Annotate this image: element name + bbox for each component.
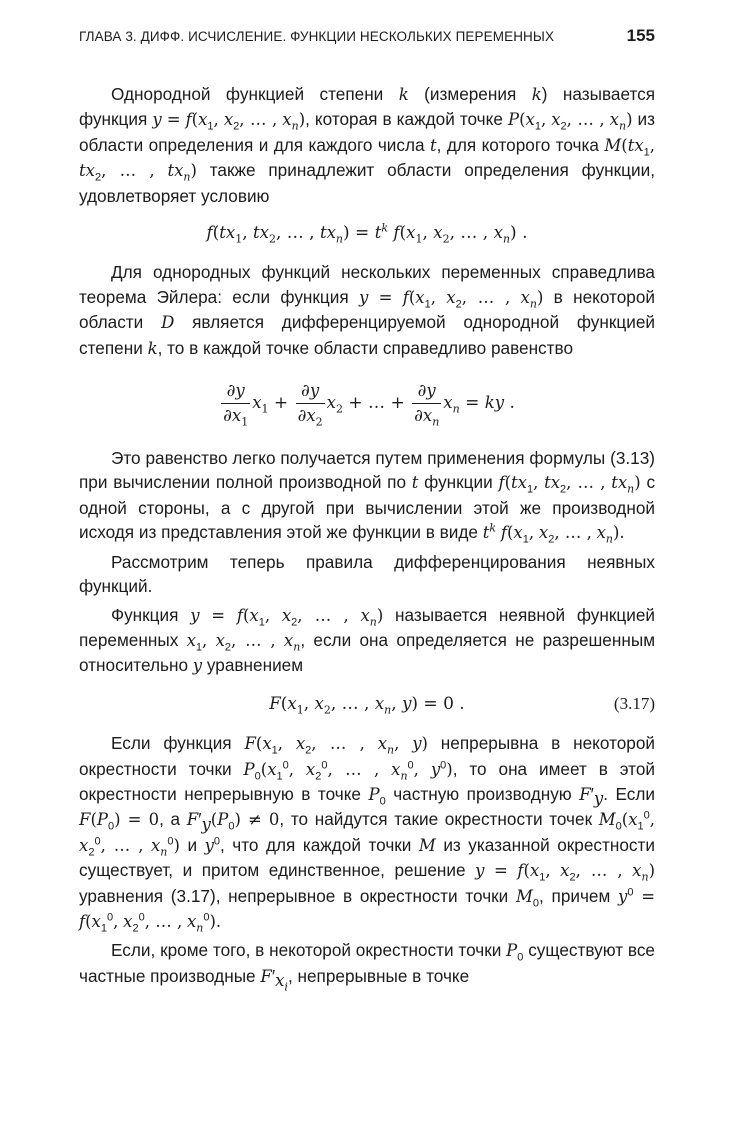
text-run: , а bbox=[159, 809, 181, 830]
text-run: является дифференцируемой однородной функцией степени bbox=[79, 312, 656, 358]
text-run: Для однородных функций нескольких переменных справедлива теорема Эйлера: если функция bbox=[79, 262, 655, 307]
paragraph-definition: Однородной функцией степени k (измерения k) называется функция $y = f(x_1$, $x_2$, … , $x_n$), которая в каждой точке $P(x_1$, $x_2$, … , $x_n$) из области определения и для каждого числа t, для которого точка $M(tx_1$, $tx_2$, … , $tx_n$) также принадлежит области определения функции, удовлетворяет условию bbox=[79, 84, 656, 206]
text-run: называется неявной функцией переменных bbox=[79, 604, 655, 650]
equation-3-17: $F(x_1$, $x_2$, … , $x_n$, y) = 0 . (3.17) bbox=[269, 693, 655, 717]
text-run: непрерывна в некоторой окрестности точки bbox=[79, 733, 656, 779]
text-run: в некоторой области bbox=[79, 286, 655, 333]
paragraph-implicit-theorem: Если функция $F(x_1$, $x_2$, … , $x_n$, y) непрерывна в некоторой окрестности точки $P_0(x_1^0$, $x_2^0$, … , $x_n^0$, $y^0$), то она имеет в этой окрестности непрерывную в точке $P_0$ частную производную $F'_y$. Если $F(P_0) = 0$, а $F'_y(P_0) \ne 0$, то найдутся такие окрестности точек $M_0(x_1^0$, $x_2^0$, … , $x_n^0$) и $y^0$, что для каждой точки M из указанной окрестности существует, и притом единственное, решение $y = f(x_1$, $x_2$, … , $x_n$) уравнения (3.17), непрерывное в окрестности точки $M_0$, причем $y^0 = f(x_1^0$, $x_2^0$, … , $x_n^0$). bbox=[79, 733, 656, 935]
paragraph-euler: Для однородных функций нескольких переменных справедлива теорема Эйлера: если функция $y = f(x_1$, $x_2$, … , $x_n$) в некоторой области D является дифференцируемой однородной функцией степени k, то в каждой точке области справедливо равенство bbox=[79, 262, 656, 358]
text-run: , то в каждой точке области справедливо равенство bbox=[157, 337, 574, 358]
text-run: Однородной функцией степени bbox=[111, 84, 384, 104]
text-run: . Если bbox=[603, 783, 655, 804]
text-run: уравнением bbox=[206, 655, 304, 676]
text-run: (измерения bbox=[424, 84, 517, 104]
text-run: , непрерывные в точке bbox=[287, 965, 470, 986]
page-header bbox=[79, 26, 655, 46]
paragraph-partial-derivs: Если, кроме того, в некоторой окрестности точки $P_0$ существуют все частные производные $F'_{x_i}$, непрерывные в точке bbox=[79, 940, 655, 994]
text-run: Если, кроме того, в некоторой окрестности точки bbox=[111, 940, 502, 961]
paragraph-derivation: Это равенство легко получается путем применения формулы (3.13) при вычислении полной производной по t функции $f(tx_1$, $tx_2$, … , $tx_n$) с одной стороны, а с другой при вычислении этой же производной исходя из представления этой же функции в виде $t^k$ $f(x_1$, $x_2$, … , $x_n$). bbox=[79, 448, 656, 546]
paragraph-implicit-intro: Рассмотрим теперь правила дифференцирования неявных функций. bbox=[79, 551, 655, 597]
paragraph-implicit-def: Функция $y = f(x_1$, $x_2$, … , $x_n$) называется неявной функцией переменных $x_1$, $x_2$, … , $x_n$, если она определяется не разрешенным относительно y уравнением bbox=[79, 604, 656, 676]
text-run: и bbox=[187, 834, 198, 855]
text-run: частную производную bbox=[393, 783, 572, 804]
text-run: функции bbox=[424, 472, 493, 493]
text-run: Функция bbox=[111, 604, 179, 625]
text-run: существуют все частные производные bbox=[79, 940, 655, 986]
text-run: уравнения (3.17), непрерывное в окрестности точки bbox=[79, 885, 509, 906]
text-run: , которая в каждой точке bbox=[305, 109, 503, 130]
text-run: , то она имеет в этой окрестности непрерывную в точке bbox=[79, 758, 656, 804]
text-run: также принадлежит области определения функции, удовлетворяет условию bbox=[79, 160, 656, 206]
running-title: ГЛАВА 3. ДИФФ. ИСЧИСЛЕНИЕ. ФУНКЦИИ НЕСКОЛЬКИХ ПЕРЕМЕННЫХ bbox=[79, 29, 555, 44]
equation-homogeneous: $f(tx_1$, $tx_2$, … , $tx_n) = t^k$ $f(x_1$, $x_2$, … , $x_n$) . bbox=[206, 221, 528, 246]
text-run: из указанной окрестности существует, и притом единственное, решение bbox=[79, 834, 655, 881]
text-run: , то найдутся такие окрестности точек bbox=[279, 809, 593, 830]
text-run: , если она определяется не разрешенным относительно bbox=[79, 629, 656, 676]
text-run: , для которого точка bbox=[436, 134, 599, 155]
text-run: , что для каждой точки bbox=[220, 834, 412, 855]
equation-euler: $\frac{\partial y}{\partial x_1}$ $x_1$ + $\frac{\partial y}{\partial x_2}$ $x_2$ + … + $\frac{\partial y}{\partial x_n}$ $x_n$ = ky . bbox=[223, 381, 515, 429]
text-run: из области определения и для каждого числа bbox=[79, 109, 656, 155]
text-run: Это равенство легко получается путем применения формулы (3.13) при вычислении полной производной по bbox=[79, 448, 655, 493]
text-run: ) называется функция bbox=[79, 84, 656, 130]
text-run: с одной стороны, а с другой при вычислении этой же производной исходя из представления этой же функции в виде bbox=[79, 472, 656, 543]
text-run: Если функция bbox=[111, 733, 232, 754]
page-number: 155 bbox=[626, 26, 655, 45]
page-body bbox=[79, 82, 655, 993]
text-run: , причем bbox=[539, 885, 611, 906]
equation-number: (3.17) bbox=[613, 693, 655, 713]
